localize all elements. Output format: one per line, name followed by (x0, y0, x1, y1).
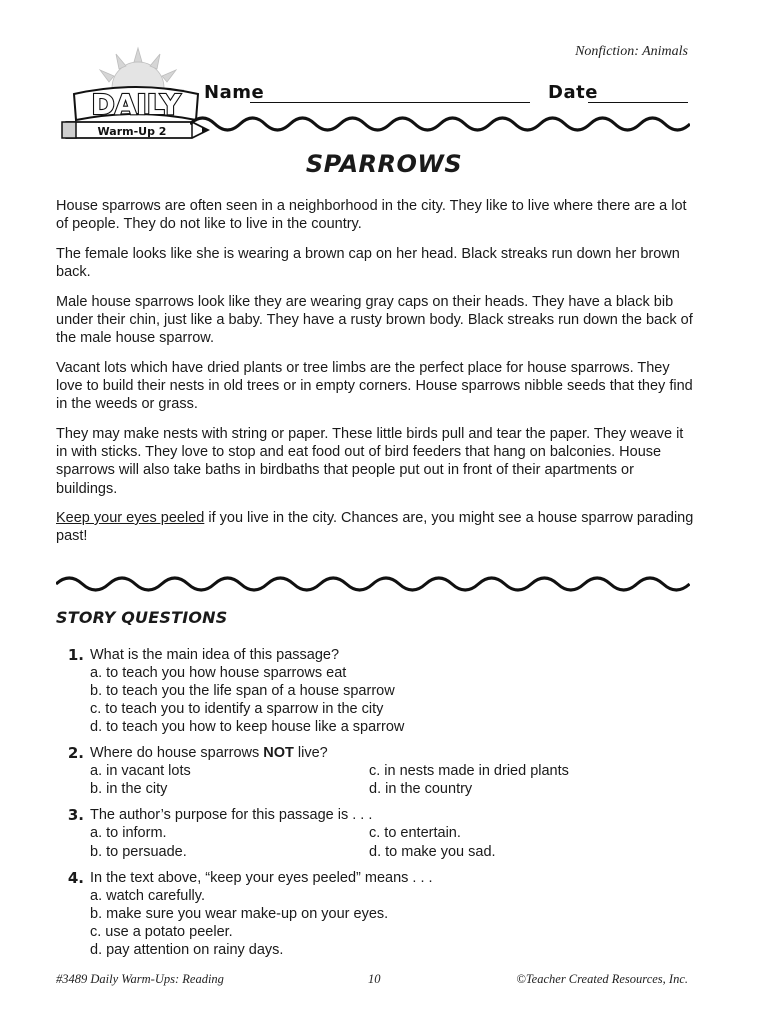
question-4-option-d: d. pay attention on rainy days. (90, 942, 284, 958)
question-1-option-d: d. to teach you how to keep house like a sparrow (90, 719, 405, 735)
logo-title: DAILY (91, 88, 181, 121)
question-2-number: 2. (67, 744, 84, 762)
section-wave-divider (56, 572, 690, 596)
question-3-text: The author’s purpose for this passage is . . . (90, 807, 373, 823)
question-2-text: Where do house sparrows NOT live? (90, 745, 328, 761)
date-label: Date (548, 82, 598, 103)
footer-copyright: ©Teacher Created Resources, Inc. (516, 972, 688, 986)
question-1-text: What is the main idea of this passage? (90, 647, 340, 663)
question-4-number: 4. (67, 869, 84, 887)
question-3-option-c: c. to entertain. (369, 825, 461, 841)
passage-paragraph-3: Male house sparrows look like they are wearing gray caps on their heads. They have a black bib under their chin, just like a baby. They have a rusty brown body. Black streaks run down the back of the male house sparrow. (56, 294, 693, 347)
passage-paragraph-6 (56, 509, 696, 545)
passage-paragraph-4: Vacant lots which have dried plants or tree limbs are the perfect place for house sparrows. They love to build their nests in old trees or in empty corners. House sparrows nibble seeds that they find in the weeds or grass. (56, 360, 693, 413)
question-4-option-a: a. watch carefully. (90, 888, 205, 904)
paragraph-6-rest: if you live in the city. Chances are, you might see a house sparrow parading past! (56, 510, 694, 545)
idiom-underlined: Keep your eyes peeled (56, 510, 205, 526)
name-label: Name (204, 82, 265, 103)
question-3-number: 3. (67, 806, 84, 824)
question-4-text: In the text above, “keep your eyes peeled” means . . . (90, 870, 433, 886)
passage-paragraph-2: The female looks like she is wearing a brown cap on her head. Black streaks run down her brown back. (56, 246, 680, 281)
question-3-option-d: d. to make you sad. (369, 844, 496, 860)
passage-paragraph-1: House sparrows are often seen in a neighborhood in the city. They like to live where there are a lot of people. They do not like to live in the country. (56, 198, 687, 233)
header-wave-divider (190, 112, 690, 136)
story-questions-title: STORY QUESTIONS (56, 608, 228, 627)
question-2-emphasis: NOT (263, 745, 294, 761)
question-2-option-c: c. in nests made in dried plants (369, 763, 569, 779)
logo-subtitle: Warm-Up 2 (97, 125, 167, 138)
question-2-option-b: b. in the city (90, 781, 168, 797)
question-3-option-b: b. to persuade. (90, 844, 187, 860)
question-4-option-b: b. make sure you wear make-up on your eyes. (90, 906, 389, 922)
question-4-option-c: c. use a potato peeler. (90, 924, 233, 940)
question-1-option-b: b. to teach you the life span of a house sparrow (90, 683, 395, 699)
question-1-number: 1. (67, 646, 84, 664)
passage-paragraph-5: They may make nests with string or paper. These little birds pull and tear the paper. They weave it in with sticks. They love to stop and eat food out of bird feeders that hang on balconies. House sparrows will also take baths in birdbaths that people put out in front of their apartments or buildings. (56, 426, 684, 497)
question-2-option-a: a. in vacant lots (90, 763, 191, 779)
category-label: Nonfiction: Animals (575, 44, 688, 59)
name-line (250, 102, 530, 103)
date-line (588, 102, 688, 103)
question-1-option-c: c. to teach you to identify a sparrow in the city (90, 701, 384, 717)
footer-page-number: 10 (368, 972, 381, 986)
question-3-option-a: a. to inform. (90, 825, 167, 841)
question-1-option-a: a. to teach you how house sparrows eat (90, 665, 347, 681)
passage-title: SPARROWS (305, 150, 463, 178)
question-2-option-d: d. in the country (369, 781, 473, 797)
footer-book-id: #3489 Daily Warm-Ups: Reading (56, 972, 224, 986)
